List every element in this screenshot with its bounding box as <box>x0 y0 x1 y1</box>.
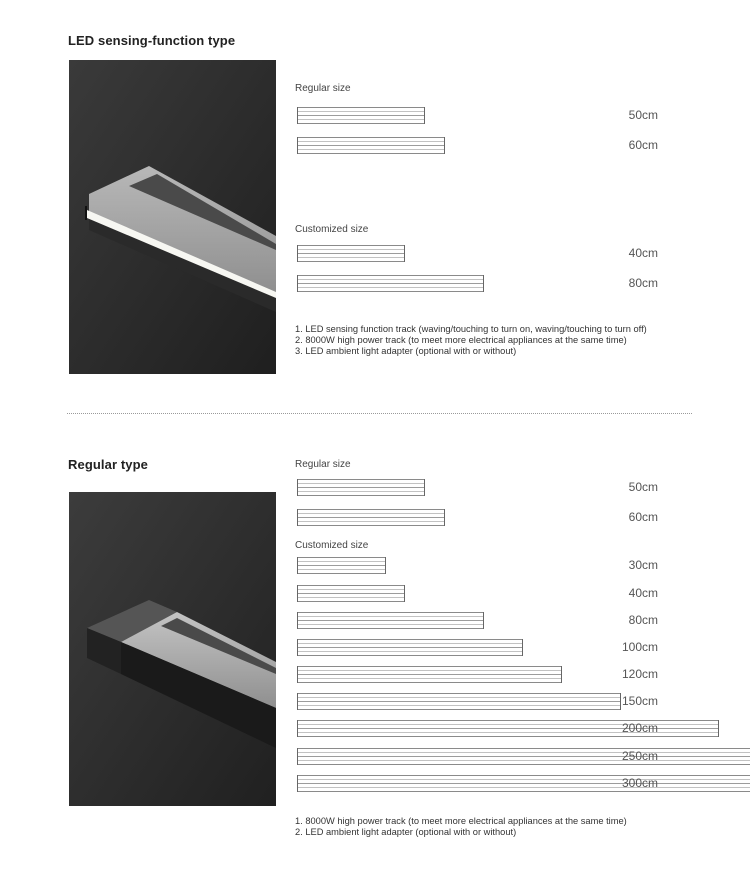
section-title-regular-type: Regular type <box>68 457 148 472</box>
size-label: 300cm <box>621 776 658 790</box>
track-bar-30cm <box>297 557 386 574</box>
led-sensing-track-photo <box>69 60 276 374</box>
note-line: 3. LED ambient light adapter (optional with or without) <box>295 346 517 356</box>
track-bar-40cm <box>297 245 405 262</box>
size-label: 150cm <box>621 694 658 708</box>
size-label: 60cm <box>628 138 658 152</box>
track-bar-120cm <box>297 666 562 683</box>
note-line: 1. LED sensing function track (waving/touching to turn on, waving/touching to turn off) <box>295 324 647 334</box>
section-divider <box>67 413 692 414</box>
track-bar-250cm <box>297 748 750 765</box>
track-bar-60cm <box>297 509 445 526</box>
track-bar-150cm <box>297 693 621 710</box>
size-label: 50cm <box>628 480 658 494</box>
size-label: 80cm <box>628 276 658 290</box>
track-bar-80cm <box>297 275 484 292</box>
size-label: 40cm <box>628 586 658 600</box>
regular-size-label: Regular size <box>295 459 351 470</box>
track-bar-80cm <box>297 612 484 629</box>
customized-size-label: Customized size <box>295 540 369 551</box>
feature-notes <box>295 324 647 357</box>
feature-notes <box>295 816 627 838</box>
note-line: 2. 8000W high power track (to meet more electrical appliances at the same time) <box>295 335 627 345</box>
track-bar-50cm <box>297 107 425 124</box>
note-line: 2. LED ambient light adapter (optional with or without) <box>295 827 517 837</box>
regular-track-photo <box>69 492 276 806</box>
size-label: 250cm <box>621 749 658 763</box>
size-label: 40cm <box>628 246 658 260</box>
size-label: 60cm <box>628 510 658 524</box>
customized-size-label: Customized size <box>295 224 369 235</box>
note-line: 1. 8000W high power track (to meet more electrical appliances at the same time) <box>295 816 627 826</box>
track-bar-60cm <box>297 137 445 154</box>
track-bar-300cm <box>297 775 750 792</box>
regular-size-label: Regular size <box>295 83 351 94</box>
section-title-led-sensing: LED sensing-function type <box>68 33 236 48</box>
size-label: 200cm <box>621 721 658 735</box>
size-label: 120cm <box>621 667 658 681</box>
size-label: 50cm <box>628 108 658 122</box>
size-label: 30cm <box>628 558 658 572</box>
track-bar-100cm <box>297 639 523 656</box>
track-bar-50cm <box>297 479 425 496</box>
size-label: 100cm <box>621 640 658 654</box>
track-bar-40cm <box>297 585 405 602</box>
size-label: 80cm <box>628 613 658 627</box>
